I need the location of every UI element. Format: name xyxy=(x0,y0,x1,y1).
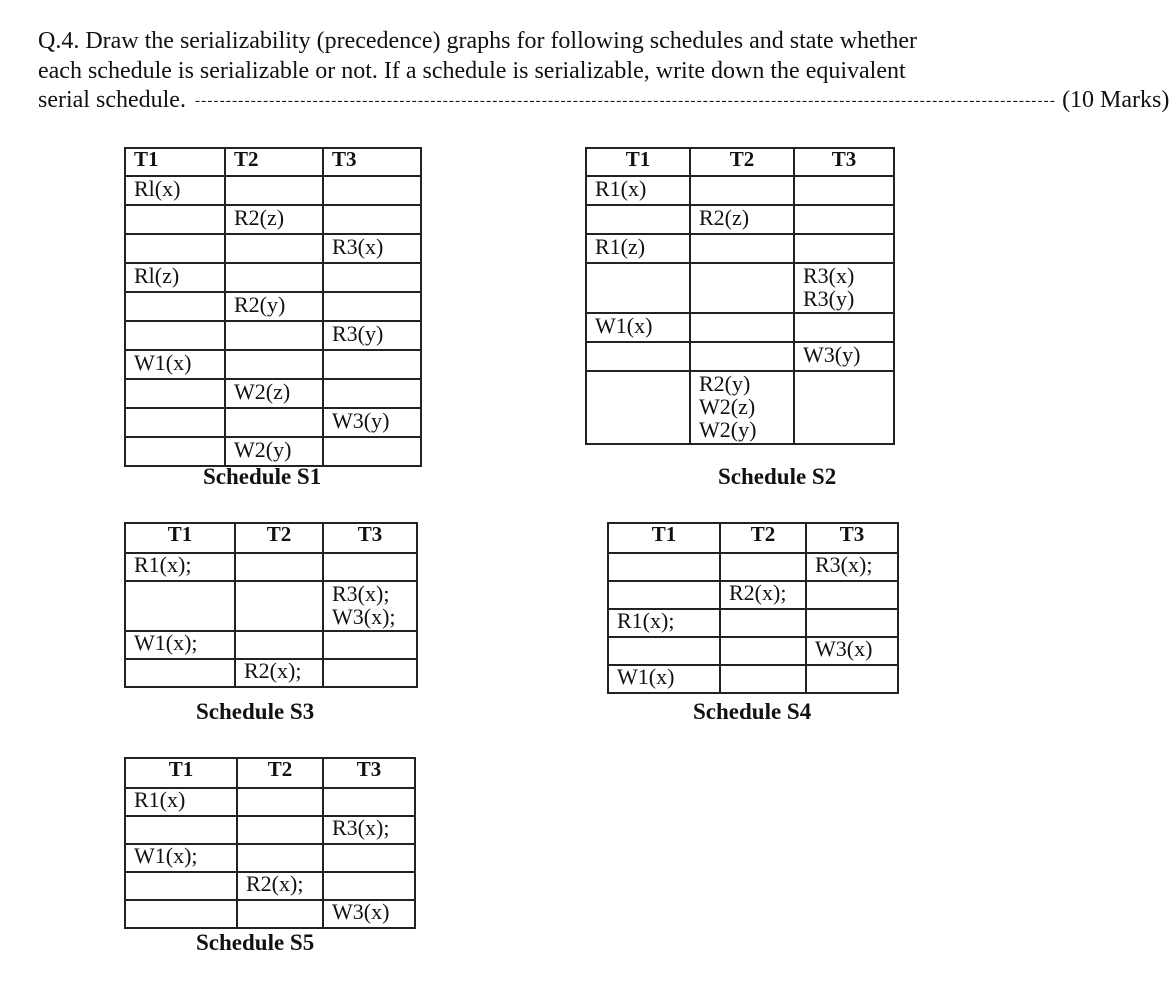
operation-cell-t1 xyxy=(125,900,237,928)
schedule-s1-caption: Schedule S1 xyxy=(203,464,322,489)
column-header-t2: T2 xyxy=(690,148,794,176)
table-row xyxy=(125,379,421,408)
operation-cell-t1: R1(x); xyxy=(608,609,720,637)
table-row xyxy=(125,900,415,928)
operation-cell-t3 xyxy=(806,665,898,693)
operation-cell-t2 xyxy=(237,788,323,816)
table-row xyxy=(125,263,421,292)
operation-cell-t3: R3(x); W3(x); xyxy=(323,581,417,631)
table-row xyxy=(586,342,894,371)
operation-cell-t1: R1(x) xyxy=(586,176,690,205)
operation-cell-t2 xyxy=(720,609,806,637)
operation-cell-t3 xyxy=(794,371,894,444)
column-header-t2: T2 xyxy=(225,148,323,176)
operation-cell-t2 xyxy=(225,321,323,350)
table-row xyxy=(586,234,894,263)
operation-cell-t2 xyxy=(235,553,323,581)
operation-cell-t1 xyxy=(608,553,720,581)
table-row xyxy=(608,665,898,693)
operation-cell-t1 xyxy=(125,816,237,844)
operation-cell-t1 xyxy=(586,205,690,234)
table-row xyxy=(125,205,421,234)
table-row xyxy=(125,553,417,581)
table-row xyxy=(125,581,417,631)
operation-cell-t1 xyxy=(125,205,225,234)
operation-cell-t1 xyxy=(608,581,720,609)
operation-cell-t1: W1(x) xyxy=(125,350,225,379)
table-row xyxy=(586,313,894,342)
operation-cell-t2 xyxy=(237,900,323,928)
operation-cell-t2: R2(x); xyxy=(720,581,806,609)
operation-cell-t3: W3(y) xyxy=(323,408,421,437)
column-header-t3: T3 xyxy=(806,523,898,553)
schedule-s1-table xyxy=(124,147,422,467)
operation-cell-t2: R2(z) xyxy=(690,205,794,234)
table-row xyxy=(125,659,417,687)
question-text xyxy=(38,27,1169,119)
operation-cell-t2: W2(z) xyxy=(225,379,323,408)
table-row xyxy=(125,816,415,844)
table-row xyxy=(125,234,421,263)
table-row xyxy=(608,581,898,609)
column-header-t1: T1 xyxy=(125,148,225,176)
table-row xyxy=(586,205,894,234)
table-row xyxy=(586,263,894,313)
table-row xyxy=(125,321,421,350)
operation-cell-t1 xyxy=(125,581,235,631)
operation-cell-t1: W1(x) xyxy=(608,665,720,693)
operation-cell-t3 xyxy=(323,844,415,872)
schedule-s2-caption: Schedule S2 xyxy=(718,464,837,489)
operation-cell-t2: W2(y) xyxy=(225,437,323,466)
operation-cell-t2 xyxy=(690,313,794,342)
operation-cell-t2 xyxy=(237,816,323,844)
schedule-s5-caption: Schedule S5 xyxy=(196,930,315,955)
question-line-1: Q.4. Draw the serializability (precedence) graphs for following schedules and state whether xyxy=(38,28,917,54)
operation-cell-t1 xyxy=(125,379,225,408)
operation-cell-t2: R2(z) xyxy=(225,205,323,234)
column-header-t1: T1 xyxy=(125,758,237,788)
operation-cell-t1 xyxy=(125,234,225,263)
table-row xyxy=(125,292,421,321)
operation-cell-t3: W3(y) xyxy=(794,342,894,371)
column-header-t3: T3 xyxy=(323,758,415,788)
operation-cell-t2 xyxy=(225,350,323,379)
operation-cell-t3 xyxy=(323,553,417,581)
table-row xyxy=(125,631,417,659)
table-row xyxy=(608,609,898,637)
table-row xyxy=(125,176,421,205)
operation-cell-t1: W1(x); xyxy=(125,631,235,659)
schedule-s3-table xyxy=(124,522,418,688)
table-row xyxy=(586,176,894,205)
operation-cell-t1: R1(x); xyxy=(125,553,235,581)
operation-cell-t1 xyxy=(125,872,237,900)
table-row xyxy=(586,371,894,444)
table-row xyxy=(608,553,898,581)
table-row xyxy=(125,872,415,900)
schedule-s2-table xyxy=(585,147,895,445)
operation-cell-t2 xyxy=(237,844,323,872)
operation-cell-t3 xyxy=(323,205,421,234)
operation-cell-t3 xyxy=(323,659,417,687)
operation-cell-t2 xyxy=(690,342,794,371)
operation-cell-t1 xyxy=(125,292,225,321)
question-line-3-start: serial schedule. xyxy=(38,87,186,113)
question-line-3 xyxy=(38,86,1169,119)
operation-cell-t2: R2(y) W2(z) W2(y) xyxy=(690,371,794,444)
operation-cell-t3 xyxy=(794,176,894,205)
operation-cell-t3 xyxy=(323,263,421,292)
column-header-t2: T2 xyxy=(235,523,323,553)
column-header-t2: T2 xyxy=(720,523,806,553)
schedule-s4-table xyxy=(607,522,899,694)
operation-cell-t2: R2(y) xyxy=(225,292,323,321)
marks-label: (10 Marks) xyxy=(1062,87,1169,113)
operation-cell-t3: W3(x) xyxy=(323,900,415,928)
operation-cell-t1 xyxy=(586,371,690,444)
operation-cell-t2: R2(x); xyxy=(235,659,323,687)
operation-cell-t2 xyxy=(235,631,323,659)
table-row xyxy=(125,844,415,872)
operation-cell-t1 xyxy=(125,321,225,350)
operation-cell-t2 xyxy=(225,176,323,205)
schedule-s3-caption: Schedule S3 xyxy=(196,699,315,724)
operation-cell-t2 xyxy=(720,665,806,693)
column-header-t3: T3 xyxy=(794,148,894,176)
operation-cell-t1 xyxy=(608,637,720,665)
column-header-t2: T2 xyxy=(237,758,323,788)
column-header-t3: T3 xyxy=(323,148,421,176)
operation-cell-t2 xyxy=(690,263,794,313)
operation-cell-t3 xyxy=(806,581,898,609)
operation-cell-t3 xyxy=(323,631,417,659)
operation-cell-t1: W1(x); xyxy=(125,844,237,872)
operation-cell-t1 xyxy=(586,263,690,313)
operation-cell-t3 xyxy=(323,350,421,379)
operation-cell-t3 xyxy=(323,176,421,205)
column-header-t1: T1 xyxy=(608,523,720,553)
operation-cell-t3 xyxy=(323,872,415,900)
schedule-s5-table xyxy=(124,757,416,929)
question-line-2: each schedule is serializable or not. If a schedule is serializable, write down the equivalent xyxy=(38,57,906,84)
operation-cell-t1 xyxy=(125,437,225,466)
table-row xyxy=(125,788,415,816)
operation-cell-t3 xyxy=(323,788,415,816)
column-header-t1: T1 xyxy=(125,523,235,553)
operation-cell-t1: W1(x) xyxy=(586,313,690,342)
operation-cell-t1: R1(z) xyxy=(586,234,690,263)
dashed-rule: ------------------------------------------------------------------------------------------------------------------------------------------- xyxy=(194,93,1057,109)
operation-cell-t2 xyxy=(720,553,806,581)
operation-cell-t3: W3(x) xyxy=(806,637,898,665)
operation-cell-t3 xyxy=(794,205,894,234)
operation-cell-t2 xyxy=(720,637,806,665)
column-header-t1: T1 xyxy=(586,148,690,176)
operation-cell-t3 xyxy=(806,609,898,637)
operation-cell-t1: R1(x) xyxy=(125,788,237,816)
table-row xyxy=(125,408,421,437)
operation-cell-t1: Rl(z) xyxy=(125,263,225,292)
operation-cell-t2 xyxy=(690,234,794,263)
operation-cell-t3: R3(x) R3(y) xyxy=(794,263,894,313)
operation-cell-t2 xyxy=(225,408,323,437)
table-row xyxy=(125,437,421,466)
operation-cell-t2 xyxy=(225,234,323,263)
operation-cell-t3: R3(x) xyxy=(323,234,421,263)
schedule-s4-caption: Schedule S4 xyxy=(693,699,812,724)
table-row xyxy=(125,350,421,379)
table-row xyxy=(608,637,898,665)
operation-cell-t2 xyxy=(690,176,794,205)
column-header-t3: T3 xyxy=(323,523,417,553)
operation-cell-t1: Rl(x) xyxy=(125,176,225,205)
operation-cell-t3: R3(x); xyxy=(806,553,898,581)
operation-cell-t3 xyxy=(323,437,421,466)
operation-cell-t3 xyxy=(794,313,894,342)
operation-cell-t2 xyxy=(225,263,323,292)
operation-cell-t3: R3(x); xyxy=(323,816,415,844)
operation-cell-t1 xyxy=(125,408,225,437)
operation-cell-t1 xyxy=(125,659,235,687)
operation-cell-t1 xyxy=(586,342,690,371)
operation-cell-t2: R2(x); xyxy=(237,872,323,900)
operation-cell-t3 xyxy=(323,379,421,408)
operation-cell-t3: R3(y) xyxy=(323,321,421,350)
operation-cell-t2 xyxy=(235,581,323,631)
operation-cell-t3 xyxy=(794,234,894,263)
operation-cell-t3 xyxy=(323,292,421,321)
